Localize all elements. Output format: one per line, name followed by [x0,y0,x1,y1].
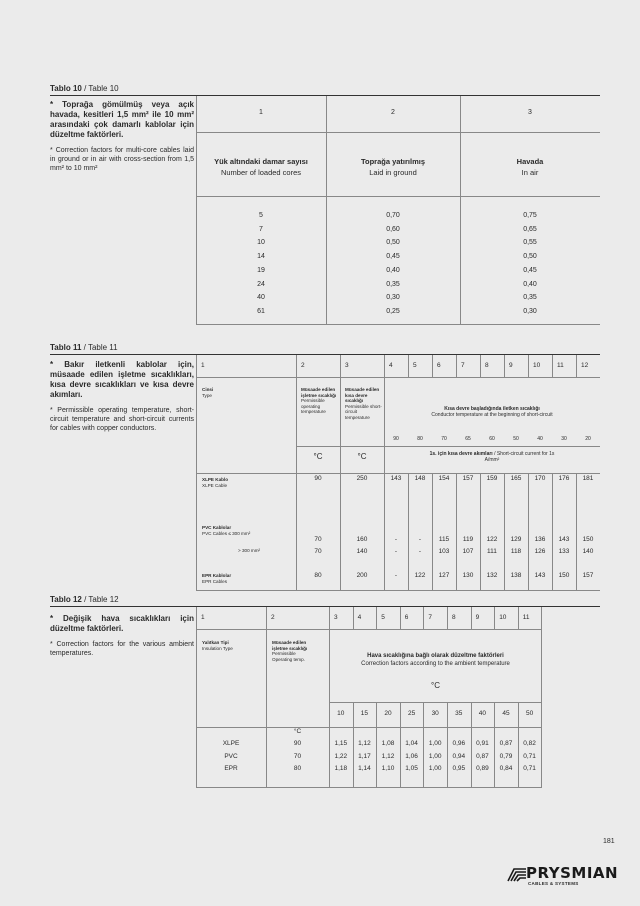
t12-op-temp-header: Müsaade edilen işletme sıcaklığı Permissible Operating temp. [272,640,308,662]
t11-conductor-temp: 50 [513,436,519,442]
t12-cell: 1,22 [334,752,348,760]
t12-cell: 0,87 [499,740,513,747]
table12-title: Tablo 12 / Table 12 [50,595,119,604]
t11-cell: 157 [582,572,594,579]
t12-op-temp: 90 [293,740,302,747]
t12-cell: 0,96 [452,740,466,747]
t10-header-ground: Toprağa yatırılmış Laid in ground [360,157,426,177]
t10-cell: 0,35 [523,294,537,302]
t11-cell: 126 [534,548,546,555]
t11-conductor-temp: 70 [441,436,447,442]
table11-description: * Bakır iletkenli kablolar için, müsaade edilen işletme sıcaklıkları, kısa devre sıcaklıkları ve kısa devre akımları. * Permissible operating temperature, short-circuit temperature and short-circuit currents for cables with copper conductors. [50,360,194,432]
t12-ambient-temp: 10 [337,710,345,717]
t12-colnum: 4 [357,614,362,621]
t11-pvc-label-b: > 300 mm² [238,548,261,553]
t11-type-header: Cinsi Type [202,387,214,398]
t12-ambient-temp: 20 [384,710,392,717]
table12-description: * Değişik hava sıcaklıkları için düzeltme faktörleri. * Correction factors for the various ambient temperatures. [50,614,194,657]
brand-sub: CABLES & SYSTEMS [528,881,579,886]
brand-name: PRYSMIAN [526,864,619,882]
t12-colnum: 10 [499,614,507,621]
t11-cell: 119 [462,536,474,543]
t12-ambient-header: Hava sıcaklığına bağlı olarak düzeltme faktörleri Correction factors according to the ambient temperature [361,653,510,667]
t11-cell: 138 [510,572,522,579]
t10-colnum: 3 [528,109,532,116]
t12-cell: 1,04 [405,740,418,747]
t12-ambient-temp: 25 [407,710,416,717]
t11-cell: 250 [356,475,368,482]
t11-cell: 160 [356,536,368,543]
t10-cell: 0,60 [386,225,400,233]
t11-cell: 127 [438,572,450,579]
t11-cell: - [418,536,422,543]
table10-description: * Toprağa gömülmüş veya açık havada, kesitleri 1,5 mm² ile 10 mm² arasındaki çok damarlı kablolar için düzeltme faktörleri. * Correction factors for multi-core cables laid in ground or in air with cross-section from 1,5 mm² to 10 mm² [50,100,194,172]
t11-colnum: 3 [345,362,349,369]
table12 [196,607,542,787]
t11-cell: 133 [558,548,570,555]
t11-cell: 150 [558,572,570,579]
t11-cell: 150 [582,536,594,543]
t11-colnum: 8 [485,362,489,369]
t11-xlpe-label: XLPE Kablo XLPE Cable [202,477,229,488]
t11-conductor-temp: 90 [393,436,399,442]
t12-ins-type: EPR [224,765,238,772]
t11-cell: 129 [510,536,522,543]
table11 [196,355,600,590]
t12-colnum: 3 [334,614,338,621]
t11-cell: 115 [438,536,450,543]
t12-cell: 1,08 [381,740,395,747]
t11-colnum: 1 [201,362,205,369]
t12-temp-unit: °C [293,728,302,735]
t10-cell: 0,30 [523,307,537,315]
t11-colnum: 7 [461,362,465,369]
t12-ambient-temp: 15 [360,710,368,717]
t10-cell: 19 [257,266,265,274]
t12-cell: 1,12 [358,740,371,747]
t12-ambient-temp: 30 [431,710,439,717]
t12-colnum: 7 [428,614,433,621]
t12-colnum: 8 [452,614,456,621]
t11-cell: 107 [462,548,474,555]
t10-colnum: 2 [391,109,395,116]
t11-conductor-temp: 40 [537,436,543,442]
t11-cell: - [418,548,422,555]
t10-cell: 0,45 [523,266,537,274]
t11-cell: 122 [414,572,426,579]
t10-colnum: 1 [259,109,263,116]
t11-cell: 70 [314,536,322,543]
t12-ambient-unit: °C [431,681,440,690]
t10-cell: 61 [257,307,265,315]
t10-cell: 0,30 [386,294,400,302]
t12-ambient-temp: 50 [525,710,534,717]
t11-conductor-temp: 20 [585,436,591,442]
t12-cell: 0,79 [499,752,513,760]
t11-cell: 157 [462,475,474,482]
t12-colnum: 11 [522,614,530,621]
t11-cell: 122 [486,536,498,543]
t11-cell: 140 [582,548,594,555]
t11-sc-current-header: 1s. için kısa devre akımları / Short-circuit current for 1s A/mm² [429,451,555,463]
t11-cell: 111 [487,548,497,555]
t12-colnum: 6 [404,614,409,621]
t10-cell: 0,40 [386,266,400,274]
t12-ambient-temp: 45 [502,710,510,717]
t12-colnum: 9 [475,614,480,621]
t10-cell: 24 [257,280,265,288]
t10-cell: 40 [257,294,265,302]
t11-unit: °C [313,452,323,461]
t11-cell: 70 [314,548,322,555]
t11-cell: 118 [510,548,522,555]
t10-cell: 0,50 [523,253,537,261]
t12-ins-type: PVC [224,752,238,760]
t12-cell: 1,14 [358,765,371,772]
t11-conductor-temp: 60 [489,436,495,442]
t11-cell: 159 [486,475,498,482]
t10-header-cores: Yük altındaki damar sayısı Number of loaded cores [214,157,308,177]
t10-cell: 5 [259,212,263,219]
t12-colnum: 2 [271,614,275,621]
t11-conductor-temp: 65 [465,436,471,442]
t11-cell: 154 [438,475,450,482]
t12-ambient-temp: 35 [455,710,463,717]
t12-colnum: 5 [381,614,385,621]
t11-epr-label: EPR Kablolar EPR Cables [202,573,232,584]
t10-cell: 0,40 [523,280,537,288]
t11-cell: 140 [356,548,368,555]
t10-cell: 0,35 [386,280,400,288]
t11-cell: 80 [314,572,322,579]
t12-colnum: 1 [201,614,205,621]
t11-cell: 143 [390,475,402,482]
t12-ins-type: XLPE [222,740,240,747]
t12-cell: 1,12 [381,752,395,760]
t11-cell: 130 [462,572,474,579]
t12-cell: 0,71 [523,752,536,760]
t10-cell: 0,45 [386,253,400,261]
t11-pvc-label: PVC Kablolar PVC Cables ≤ 300 mm² [202,525,251,536]
t11-cell: 181 [582,475,594,482]
t12-op-temp: 70 [293,752,302,760]
t11-colnum: 4 [389,362,393,369]
t11-cell: - [394,536,398,543]
t12-cell: 0,91 [476,740,489,747]
t10-cell: 0,65 [523,225,537,233]
t11-colnum: 11 [557,362,564,369]
t11-cell: 165 [510,475,522,482]
t12-cell: 0,94 [452,752,466,760]
t10-cell: 0,70 [386,212,400,219]
t11-cell: 176 [558,475,570,482]
t12-cell: 0,82 [523,740,536,747]
t11-conductor-temp: 80 [417,436,423,442]
t11-colnum: 6 [437,362,441,369]
table10 [196,96,600,324]
t11-colnum: 9 [509,362,513,369]
t11-cell: 132 [486,572,498,579]
t11-cell: 148 [414,475,426,482]
t12-ambient-temp: 40 [478,710,486,717]
page-number: 181 [603,838,615,845]
t11-unit: °C [357,452,367,461]
t12-cell: 1,06 [405,752,418,760]
t12-cell: 0,71 [523,765,536,772]
t11-conductor-temp-header: Kısa devre başladığında iletken sıcaklığı Conductor temperature at the beginning of short-circuit [431,406,553,418]
t12-ins-type-header: Yalıtkan Tipi Insulation Type [202,640,233,651]
table10-title: Tablo 10 / Table 10 [50,84,119,93]
t10-cell: 0,75 [523,212,537,219]
t12-cell: 1,17 [358,752,371,760]
t11-cell: 143 [534,572,546,579]
t12-cell: 1,15 [334,740,348,747]
t10-cell: 0,55 [523,239,537,247]
t12-cell: 0,89 [476,765,489,772]
t10-cell: 0,50 [386,239,400,247]
t11-cell: - [394,572,398,579]
t11-cell: - [394,548,398,555]
t11-colnum: 5 [413,362,417,369]
t11-cell: 136 [534,536,546,543]
t10-cell: 0,25 [386,307,400,315]
t12-cell: 1,00 [428,740,442,747]
t12-cell: 1,05 [405,765,418,772]
table11-title: Tablo 11 / Table 11 [50,343,118,352]
t11-cell: 170 [534,475,546,482]
t10-cell: 7 [259,225,263,233]
t12-cell: 1,10 [381,765,395,772]
t12-cell: 1,00 [428,752,442,760]
prysmian-logo-icon [506,866,528,884]
t11-colnum: 12 [581,362,589,369]
t11-cell: 90 [314,475,322,482]
t10-header-air: Havada In air [516,157,544,177]
prysmian-logo [506,864,619,888]
t11-cell: 143 [558,536,570,543]
t11-conductor-temp: 30 [561,436,567,442]
t10-cell: 14 [257,253,265,261]
t10-cell: 10 [257,239,265,247]
t11-cell: 200 [356,572,368,579]
t12-cell: 0,87 [476,752,489,760]
t11-colnum: 2 [301,362,305,369]
t11-sc-temp-header: Müsaade edilen kısa devre sıcaklığı Permissible short-circuit temperature [345,387,382,420]
t11-cell: 103 [438,548,450,555]
t11-op-temp-header: Müsaade edilen işletme sıcaklığı Permissible operating temperature [301,387,337,415]
t11-colnum: 10 [533,362,541,369]
t12-cell: 1,00 [428,765,442,772]
t12-cell: 0,84 [499,765,513,772]
t12-cell: 0,95 [452,765,466,772]
t12-cell: 1,18 [334,765,348,772]
t12-op-temp: 80 [293,765,302,772]
